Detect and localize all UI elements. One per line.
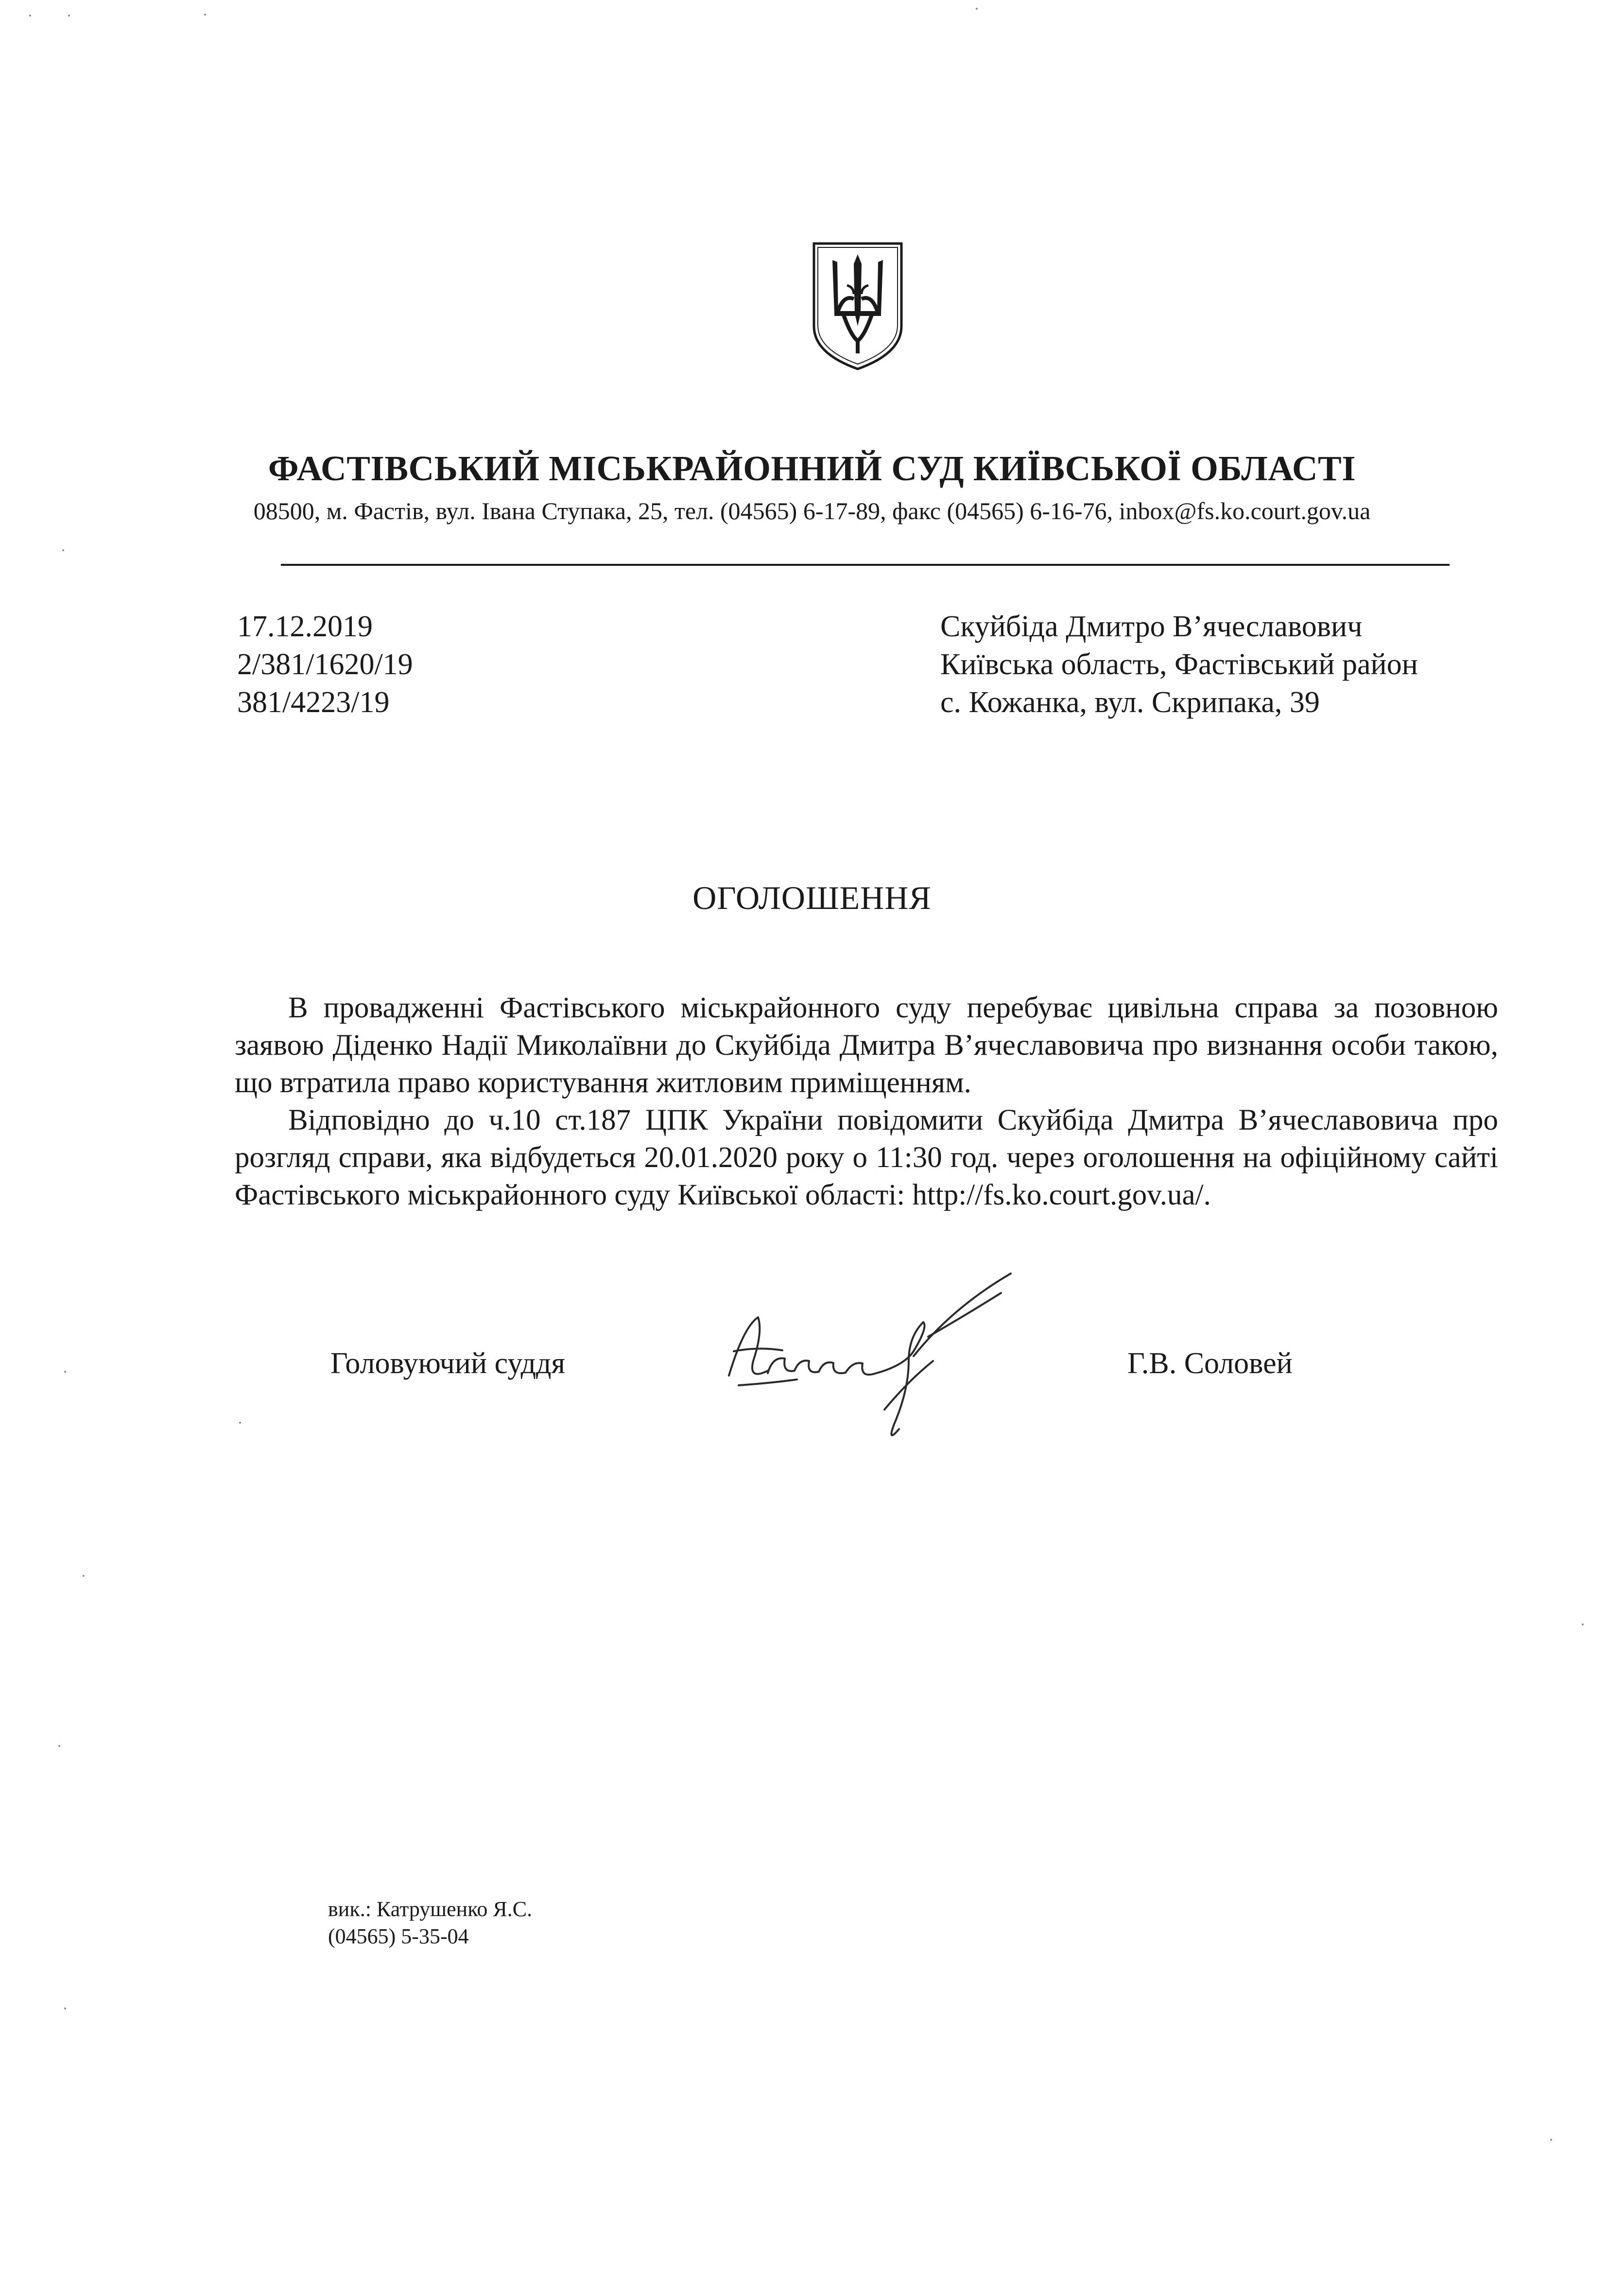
body-paragraph: В провадженні Фастівського міськрайонного суду перебуває цивільна справа за позовною заявою Діденко Надії Миколаївни до Скуйбіда Дмитра В’ячеславовича про визнання особи такою, що втратила право користування житловим приміщенням. xyxy=(235,992,1498,1099)
trident-coat-of-arms-icon xyxy=(809,241,906,372)
handwritten-signature xyxy=(700,1264,1040,1448)
court-name: ФАСТІВСЬКИЙ МІСЬКРАЙОННИЙ СУД КИЇВСЬКОЇ ОБЛАСТІ xyxy=(268,449,1356,488)
scan-speck xyxy=(62,549,64,551)
executor-phone: (04565) 5-35-04 xyxy=(328,1924,469,1948)
court-address: 08500, м. Фастів, вул. Івана Ступака, 25, тел. (04565) 6-17-89, факс (04565) 6-16-76, inbox@fs.ko.court.gov.ua xyxy=(253,497,1371,524)
recipient-block xyxy=(940,608,1418,721)
signatory-role: Головуючий суддя xyxy=(330,1347,566,1380)
scan-speck xyxy=(976,8,978,10)
signatory-name: Г.В. Соловей xyxy=(1127,1347,1293,1380)
scan-speck xyxy=(204,14,206,16)
scan-speck xyxy=(239,1422,241,1424)
executor-block xyxy=(328,1896,532,1950)
scan-speck xyxy=(1550,2139,1552,2141)
body-paragraph: Відповідно до ч.10 ст.187 ЦПК України повідомити Скуйбіда Дмитра В’ячеславовича про розгляд справи, яка відбудеться 20.01.2020 року о 11:30 год. через оголошення на офіційному сайті Фастівського міськрайонного суду Київської області: http://fs.ko.court.gov.ua/. xyxy=(235,1104,1498,1211)
scan-speck xyxy=(64,1371,66,1373)
recipient-street: с. Кожанка, вул. Скрипака, 39 xyxy=(940,686,1320,719)
header-divider xyxy=(281,564,1450,566)
scan-speck xyxy=(64,2007,66,2009)
case-number: 2/381/1620/19 xyxy=(237,648,413,681)
scan-speck xyxy=(1582,1623,1584,1625)
scan-speck xyxy=(58,1745,60,1747)
scan-speck xyxy=(29,15,31,17)
recipient-name: Скуйбіда Дмитро В’ячеславович xyxy=(940,610,1363,643)
document-date: 17.12.2019 xyxy=(237,610,373,643)
document-title: ОГОЛОШЕННЯ xyxy=(692,879,932,916)
recipient-region: Київська область, Фастівський район xyxy=(940,648,1418,681)
executor-name: вик.: Катрушенко Я.С. xyxy=(328,1897,533,1921)
scan-speck xyxy=(68,15,70,17)
document-body xyxy=(235,989,1498,1214)
scan-speck xyxy=(83,1575,85,1577)
registration-number: 381/4223/19 xyxy=(237,686,390,719)
document-meta xyxy=(237,608,413,721)
